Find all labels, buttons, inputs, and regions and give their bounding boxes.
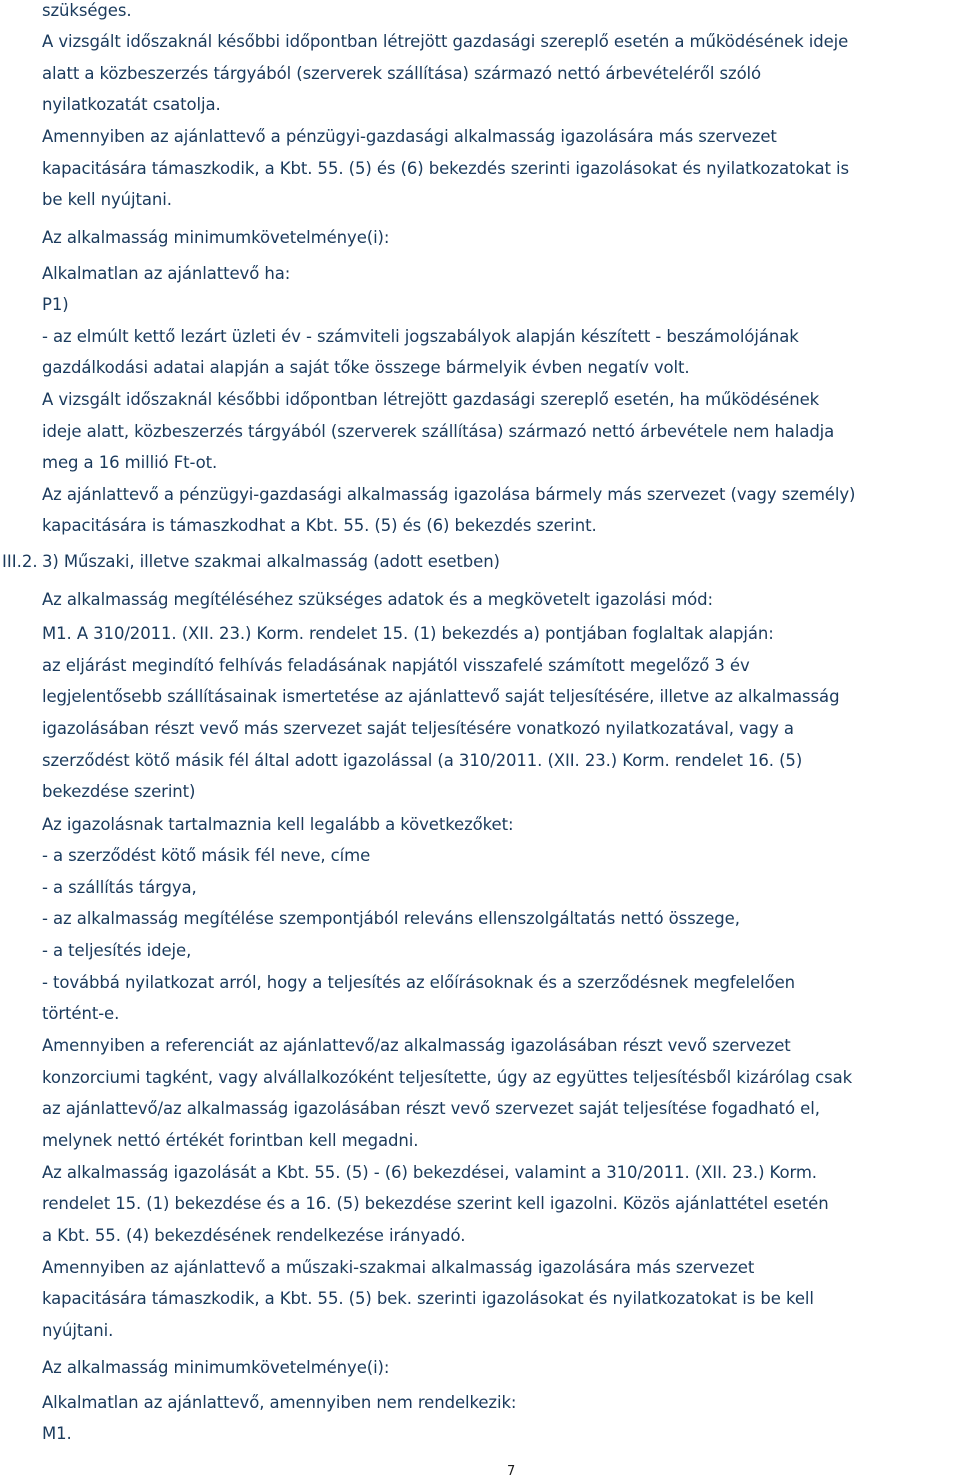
list-item: - a teljesítés ideje, xyxy=(42,941,192,960)
page-number: 7 xyxy=(507,1464,516,1479)
list-item: - az alkalmasság megítélése szempontjából releváns ellenszolgáltatás nettó összege, xyxy=(42,909,740,928)
list-item: - továbbá nyilatkozat arról, hogy a teljesítés az előírásoknak és a szerződésnek megfelelően xyxy=(42,973,795,992)
requirement-label-m1: M1. A 310/2011. (XII. 23.) Korm. rendelet 15. (1) bekezdés a) pontjában foglaltak alapján: xyxy=(42,624,774,643)
text-line: az eljárást megindító felhívás feladásának napjától visszafelé számított megelőző 3 év xyxy=(42,656,750,675)
text-line: rendelet 15. (1) bekezdése és a 16. (5) bekezdése szerint kell igazolni. Közös ajánlattétel esetén xyxy=(42,1194,829,1213)
text-line: nyújtani. xyxy=(42,1321,114,1340)
text-line: A vizsgált időszaknál későbbi időpontban létrejött gazdasági szereplő esetén a működésének ideje xyxy=(42,32,849,51)
text-line: az ajánlattevő/az alkalmasság igazolásában részt vevő szervezet saját teljesítése fogadható el, xyxy=(42,1099,820,1118)
subheading-minimum-requirements: Az alkalmasság minimumkövetelménye(i): xyxy=(42,228,390,247)
list-item: - a szállítás tárgya, xyxy=(42,878,197,897)
list-item: - a szerződést kötő másik fél neve, címe xyxy=(42,846,371,865)
subheading-minimum-requirements: Az alkalmasság minimumkövetelménye(i): xyxy=(42,1358,390,1377)
text-line: ideje alatt, közbeszerzés tárgyából (szerverek szállítása) származó nettó árbevétele nem haladja xyxy=(42,422,835,441)
text-line: - az elmúlt kettő lezárt üzleti év - számviteli jogszabályok alapján készített - beszámolójának xyxy=(42,327,799,346)
text-line: Alkalmatlan az ajánlattevő ha: xyxy=(42,264,291,283)
text-line: konzorciumi tagként, vagy alvállalkozóként teljesítette, úgy az együttes teljesítésből kizárólag csak xyxy=(42,1068,853,1087)
subheading-verification-mode: Az alkalmasság megítéléséhez szükséges adatok és a megkövetelt igazolási mód: xyxy=(42,590,713,609)
text-line: Alkalmatlan az ajánlattevő, amennyiben nem rendelkezik: xyxy=(42,1393,517,1412)
text-line: szerződést kötő másik fél által adott igazolással (a 310/2011. (XII. 23.) Korm. rendelet 16. (5) xyxy=(42,751,803,770)
text-line: Amennyiben az ajánlattevő a műszaki-szakmai alkalmasság igazolására más szervezet xyxy=(42,1258,755,1277)
text-line: A vizsgált időszaknál későbbi időpontban létrejött gazdasági szereplő esetén, ha működésének xyxy=(42,390,820,409)
text-line: Amennyiben az ajánlattevő a pénzügyi-gazdasági alkalmasság igazolására más szervezet xyxy=(42,127,777,146)
requirement-label-p1: P1) xyxy=(42,295,69,314)
text-line: kapacitására is támaszkodhat a Kbt. 55. (5) és (6) bekezdés szerint. xyxy=(42,516,597,535)
text-line: bekezdése szerint) xyxy=(42,782,196,801)
requirement-label-m1: M1. xyxy=(42,1424,72,1443)
text-line: alatt a közbeszerzés tárgyából (szerverek szállítása) származó nettó árbevételéről szóló xyxy=(42,64,762,83)
text-line: Amennyiben a referenciát az ajánlattevő/az alkalmasság igazolásában részt vevő szervezet xyxy=(42,1036,791,1055)
text-line: szükséges. xyxy=(42,1,132,20)
text-line: Az igazolásnak tartalmaznia kell legalább a következőket: xyxy=(42,815,514,834)
text-line: melynek nettó értékét forintban kell megadni. xyxy=(42,1131,419,1150)
text-line: kapacitására támaszkodik, a Kbt. 55. (5) és (6) bekezdés szerinti igazolásokat és nyilatkozatokat is xyxy=(42,159,849,178)
text-line: kapacitására támaszkodik, a Kbt. 55. (5) bek. szerinti igazolásokat és nyilatkozatokat is be kell xyxy=(42,1289,814,1308)
section-number: III.2. xyxy=(2,552,38,571)
text-line: Az alkalmasság igazolását a Kbt. 55. (5) - (6) bekezdései, valamint a 310/2011. (XII. 23.) Korm. xyxy=(42,1163,817,1182)
text-line: meg a 16 millió Ft-ot. xyxy=(42,453,218,472)
text-line: legjelentősebb szállításainak ismertetése az ajánlattevő saját teljesítésére, illetve az alkalmasság xyxy=(42,687,840,706)
text-line: gazdálkodási adatai alapján a saját tőke összege bármelyik évben negatív volt. xyxy=(42,358,690,377)
text-line: Az ajánlattevő a pénzügyi-gazdasági alkalmasság igazolása bármely más szervezet (vagy személy) xyxy=(42,485,856,504)
section-heading: 3) Műszaki, illetve szakmai alkalmasság (adott esetben) xyxy=(42,552,500,571)
text-line: be kell nyújtani. xyxy=(42,190,172,209)
text-line: történt-e. xyxy=(42,1004,120,1023)
text-line: a Kbt. 55. (4) bekezdésének rendelkezése irányadó. xyxy=(42,1226,466,1245)
text-line: nyilatkozatát csatolja. xyxy=(42,95,221,114)
text-line: igazolásában részt vevő más szervezet saját teljesítésére vonatkozó nyilatkozatával, vagy a xyxy=(42,719,794,738)
